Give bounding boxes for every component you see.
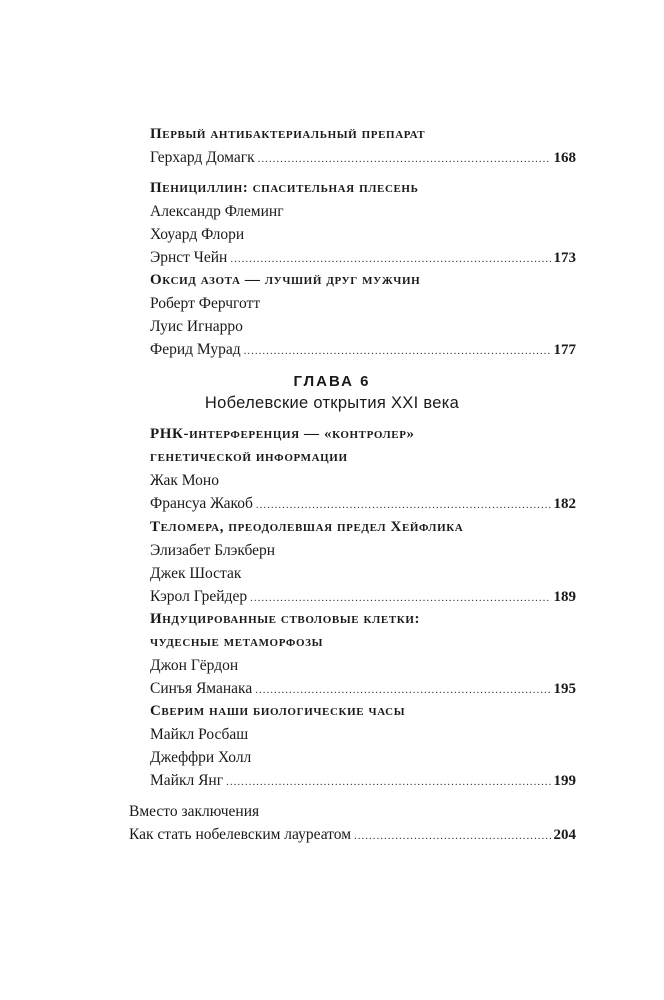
author-name: Луис Игнарро: [150, 318, 243, 335]
toc-entry[interactable]: [150, 146, 576, 169]
toc-section-rna: [150, 423, 576, 515]
toc-conclusion: [129, 800, 576, 846]
page-number: 168: [553, 150, 576, 166]
toc-section-nitric-oxide: [150, 269, 576, 361]
page-number: 195: [553, 681, 576, 697]
author-name: Джек Шостак: [150, 565, 242, 582]
section-title: генетической информации: [150, 449, 348, 465]
entry-author: Майкл Янг: [150, 772, 224, 789]
author-name: Джеффри Холл: [150, 749, 252, 766]
dot-leader: [244, 340, 551, 363]
entry-author: Франсуа Жакоб: [150, 495, 253, 512]
page-number: 182: [553, 496, 576, 512]
entry-author: Ферид Мурад: [150, 341, 241, 358]
toc-entry[interactable]: [150, 492, 576, 515]
toc-entry[interactable]: [150, 769, 576, 792]
toc-entry[interactable]: [150, 585, 576, 608]
toc-section-stem-cells: [150, 608, 576, 700]
section-title: Теломера, преодолевшая предел Хейфлика: [150, 519, 464, 535]
toc-section-telomere: [150, 516, 576, 608]
chapter-heading: [0, 372, 664, 414]
author-name: Жак Моно: [150, 472, 219, 489]
dot-leader: [250, 587, 550, 610]
chapter-label: ГЛАВА 6: [293, 373, 371, 390]
toc-entry[interactable]: [129, 823, 576, 846]
section-title: Сверим наши биологические часы: [150, 703, 406, 719]
dot-leader: [258, 148, 551, 171]
page-number: 173: [553, 250, 576, 266]
toc-entry[interactable]: [150, 246, 576, 269]
entry-title: Как стать нобелевским лауреатом: [129, 826, 352, 843]
page-number: 189: [553, 589, 576, 605]
section-title: Пенициллин: спасительная плесень: [150, 180, 419, 196]
section-title: Индуцированные стволовые клетки:: [150, 611, 421, 627]
section-title: чудесные метаморфозы: [150, 634, 323, 650]
entry-author: Герхард Домагк: [150, 149, 255, 166]
toc-section-penicillin: [150, 177, 576, 269]
section-title: РНК-интерференция — «контролер»: [150, 426, 415, 442]
dot-leader: [256, 494, 551, 517]
toc-entry[interactable]: [150, 338, 576, 361]
toc-section-domagk: [150, 123, 576, 169]
page-number: 177: [553, 342, 576, 358]
dot-leader: [255, 679, 550, 702]
entry-author: Кэрол Грейдер: [150, 588, 248, 605]
toc-entry[interactable]: [150, 677, 576, 700]
conclusion-heading: Вместо заключения: [129, 803, 260, 820]
dot-leader: [230, 248, 550, 271]
author-name: Элизабет Блэкберн: [150, 542, 276, 559]
author-name: Роберт Ферчготт: [150, 295, 261, 312]
entry-author: Синъя Яманака: [150, 680, 253, 697]
chapter-subtitle: Нобелевские открытия XXI века: [204, 394, 460, 412]
page-number: 199: [553, 773, 576, 789]
dot-leader: [226, 771, 550, 794]
section-title: Первый антибактериальный препарат: [150, 126, 426, 142]
page-number: 204: [553, 827, 576, 843]
toc-section-bio-clock: [150, 700, 576, 792]
author-name: Хоуард Флори: [150, 226, 245, 243]
entry-author: Эрнст Чейн: [150, 249, 228, 266]
author-name: Майкл Росбаш: [150, 726, 249, 743]
dot-leader: [354, 825, 550, 848]
section-title: Оксид азота — лучший друг мужчин: [150, 272, 421, 288]
author-name: Джон Гёрдон: [150, 657, 239, 674]
author-name: Александр Флеминг: [150, 203, 284, 220]
